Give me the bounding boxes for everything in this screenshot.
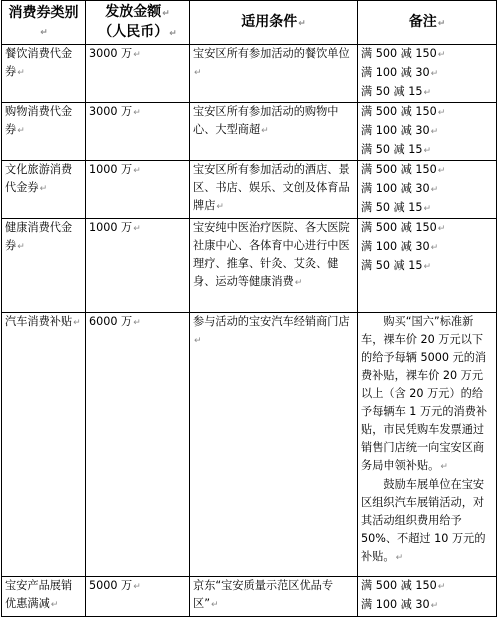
consumption-voucher-table [1, 0, 497, 617]
cell-category: 汽车消费补贴↵ [2, 313, 86, 577]
cell-note: 满 500 减 150↵ 满 100 减 30↵ 满 50 减 15↵ [358, 161, 497, 219]
cell-amount: 3000 万↵ [86, 45, 190, 103]
cell-category: 健康消费代金券↵ [2, 219, 86, 313]
cell-category: 宝安产品展销优惠满减↵ [2, 577, 86, 617]
cell-category: 购物消费代金券↵ [2, 103, 86, 161]
cell-condition: 京东“宝安质量示范区优品专区”↵ [190, 577, 358, 617]
cell-amount: 1000 万↵ [86, 161, 190, 219]
table-row [2, 45, 497, 103]
cell-amount: 5000 万↵ [86, 577, 190, 617]
cell-condition: 宝安区所有参加活动的购物中心、大型商超↵ [190, 103, 358, 161]
cell-condition: 宝安区所有参加活动的餐饮单位↵ [190, 45, 358, 103]
header-note: 备注↵ [358, 1, 497, 45]
table-row [2, 313, 497, 577]
cell-note: 满 500 减 150↵ 满 100 减 30↵ 满 50 减 15↵ [358, 45, 497, 103]
table-row [2, 103, 497, 161]
cell-condition: 宝安纯中医治疗医院、各大医院社康中心、各体育中心进行中医理疗、推拿、针灸、艾灸、健身、运动等健康消费↵ [190, 219, 358, 313]
cell-amount: 6000 万↵ [86, 313, 190, 577]
note-paragraph: 鼓励车展单位在宝安区组织汽车展销活动，对其活动组织费用给予 50%、不超过 10 万元的补贴。↵ [361, 478, 486, 563]
header-condition: 适用条件↵ [190, 1, 358, 45]
table-row [2, 577, 497, 617]
cell-amount: 1000 万↵ [86, 219, 190, 313]
cell-note: 满 500 减 150↵ 满 100 减 30↵ 满 50 减 15↵ [358, 103, 497, 161]
cell-condition: 宝安区所有参加活动的酒店、景区、书店、娱乐、文创及体育品牌店↵ [190, 161, 358, 219]
cell-category: 文化旅游消费代金券↵ [2, 161, 86, 219]
cell-condition: 参与活动的宝安汽车经销商门店↵ [190, 313, 358, 577]
cell-note: 满 500 减 150↵ 满 100 减 30↵ [358, 577, 497, 617]
cell-amount: 3000 万↵ [86, 103, 190, 161]
cell-note [358, 313, 497, 577]
cell-note: 满 500 减 150↵ 满 100 减 30↵ 满 50 减 15↵ [358, 219, 497, 313]
table-row [2, 161, 497, 219]
table-header-row [2, 1, 497, 45]
note-paragraph: 购买“国六”标准新车，裸车价 20 万元以下的给予每辆 5000 元的消费补贴，裸车价 20 万元以上（含 20 万元）的给予每辆车 1 万元的消费补贴，市民凭购车发票通过销售门店统一向宝安区商务局申领补贴。↵ [361, 315, 488, 472]
table-row [2, 219, 497, 313]
cell-category: 餐饮消费代金券↵ [2, 45, 86, 103]
header-amount: 发放金额↵ （人民币）↵ [86, 1, 190, 45]
header-category: 消费券类别↵ [2, 1, 86, 45]
